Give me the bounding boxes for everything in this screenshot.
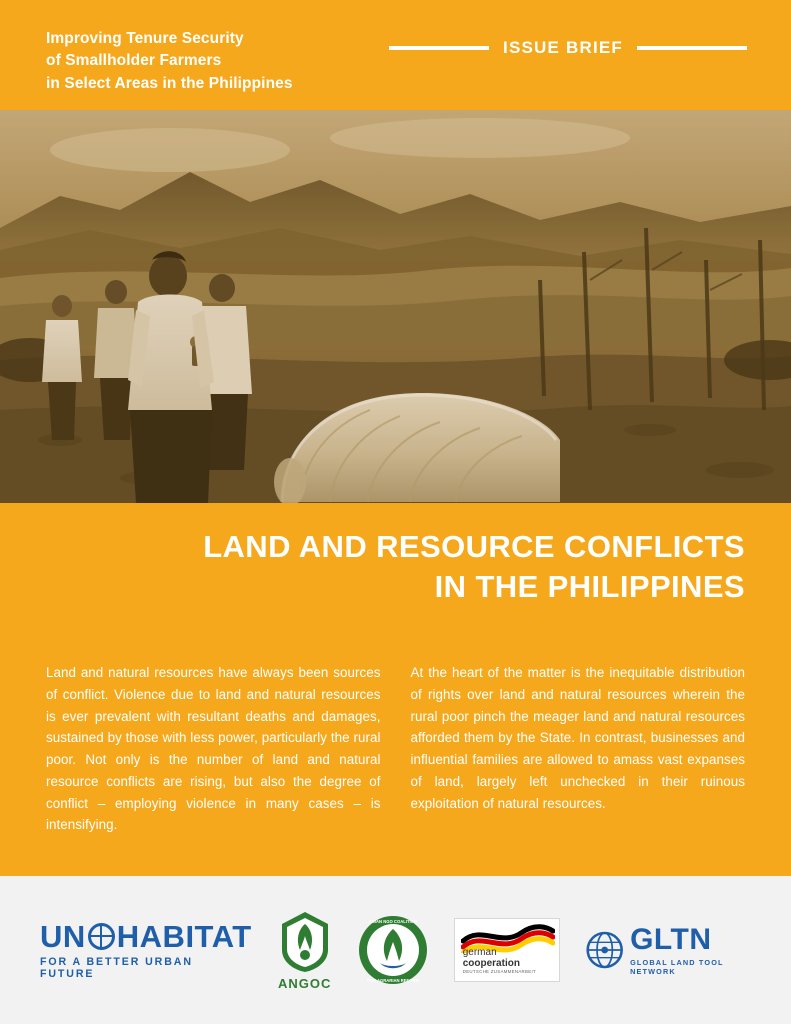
angoc-wordmark: ANGOC — [278, 975, 332, 991]
badge-rule-left — [389, 46, 489, 50]
issue-brief-label: ISSUE BRIEF — [503, 38, 623, 57]
badge-rule-right — [637, 46, 747, 50]
logo-un-habitat — [40, 918, 252, 980]
un-habitat-tagline: FOR A BETTER URBAN FUTURE — [40, 955, 193, 980]
logo-german-cooperation — [454, 918, 560, 982]
series-title-line-1: Improving Tenure Security — [46, 30, 244, 47]
gltn-text-group — [630, 922, 751, 976]
gltn-wordmark: GLTN — [630, 922, 712, 956]
gltn-tagline: GLOBAL LAND TOOL NETWORK — [630, 957, 724, 976]
un-habitat-habitat-text: HABITAT — [116, 918, 252, 954]
page-title-line-2: IN THE PHILIPPINES — [434, 568, 745, 604]
cover-photo-illustration — [0, 110, 791, 503]
issue-brief-badge — [389, 38, 747, 58]
logo-gltn — [586, 922, 751, 976]
header-bar — [0, 0, 791, 110]
un-habitat-un-text: UN — [40, 918, 86, 954]
title-block — [0, 503, 791, 618]
globe-network-icon — [586, 928, 623, 972]
series-title-line-3: in Select Areas in the Philippines — [46, 74, 293, 92]
body-text-block — [0, 618, 791, 892]
logo-partner-seal — [358, 915, 428, 985]
svg-text:FOR AGRARIAN REFORM: FOR AGRARIAN REFORM — [366, 978, 419, 983]
german-cooperation-line-1: german — [462, 947, 497, 959]
page-title — [46, 527, 745, 606]
german-cooperation-wordmark — [463, 947, 536, 975]
body-column-right: At the heart of the matter is the inequitable distribution of rights over land and natural resources wherein the rural poor pinch the meager land and natural resources afforded them by the State. In contrast, businesses and influential families are allowed to amass vast expanses of land, largely left unchecked in their ruinous exploitation of natural resources. — [410, 665, 745, 811]
un-habitat-wordmark — [40, 918, 252, 954]
body-column-left: Land and natural resources have always been sources of conflict. Violence due to land and natural resources is ever prevalent with resultant deaths and damages, sustained by those with less power, particularly the rural poor. Not only is the number of land and natural resource conflicts are rising, but also the degree of conflict – employing violence in many cases – is intensifying. — [46, 665, 381, 833]
globe-icon — [88, 923, 115, 950]
series-title-line-2: of Smallholder Farmers — [46, 52, 222, 70]
footer-logo-bar — [0, 876, 791, 1024]
cover-photo — [0, 110, 791, 503]
partner-seal-icon — [358, 915, 428, 985]
german-cooperation-line-3: DEUTSCHE ZUSAMMENARBEIT — [462, 969, 536, 975]
german-cooperation-line-2: cooperation — [462, 958, 520, 970]
angoc-emblem-icon — [278, 910, 332, 974]
logo-angoc — [278, 910, 332, 991]
svg-text:ASIAN NGO COALITION: ASIAN NGO COALITION — [368, 919, 417, 924]
page-title-line-1: LAND AND RESOURCE CONFLICTS — [203, 529, 745, 564]
german-cooperation-box — [454, 918, 560, 982]
